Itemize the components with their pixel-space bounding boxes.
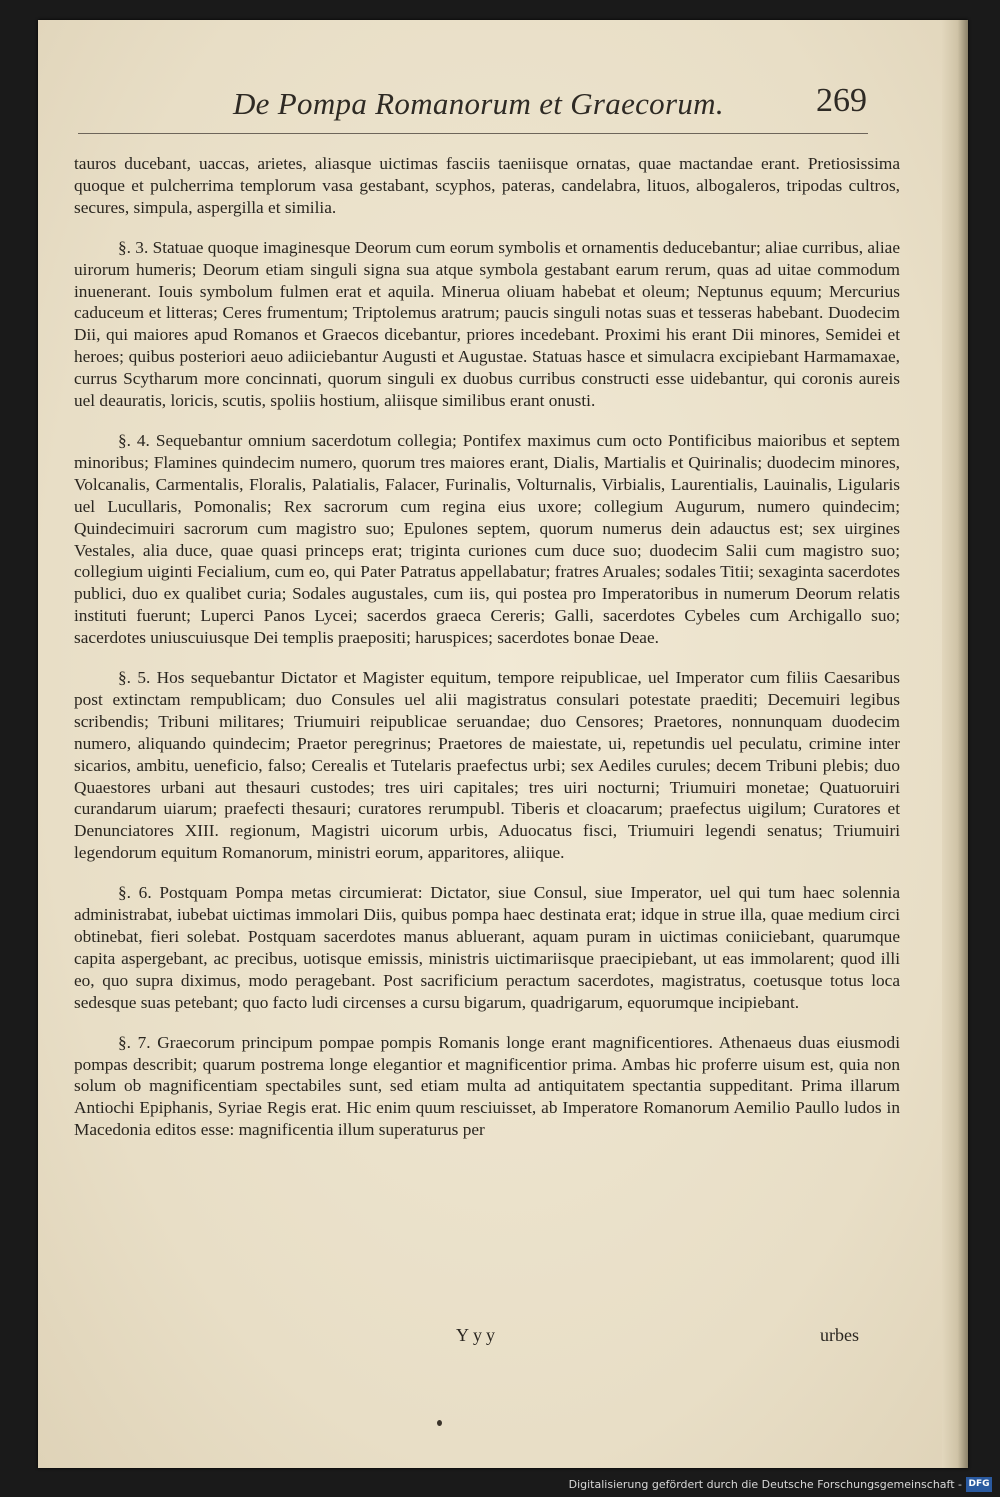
paragraph-section-5: §. 5. Hos sequebantur Dictator et Magister equitum, tempore reipublicae, uel Imperator cum filiis Caesaribus post extinctam rempublicam; duo Consules uel alii magistratus consulari potestate praediti; Decemuiri legibus scribendis; Tribuni militares; Triumuiri reipublicae seruandae; duo Censores; Praetores, nonnunquam duodecim numero, aliquando quindecim; Praetor peregrinus; Praetores de maiestate, ui, repetundis uel peculatu, crimine inter sicarios, ambitu, ueneficio, falso; Cerealis et Tutelaris praefectus urbi; sex Aediles curules; decem Tribuni plebis; duo Quaestores urbani aut thesauri custodes; tres uiri capitales; tres uiri nocturni; Triumuiri monetae; Quatuoruiri curandarum uiarum; praefecti thesauri; curatores rerumpubl. Tiberis et cloacarum; praefectus uigilum; Curatores et Denunciatores XIII. regionum, Magistri uicorum urbis, Aduocatus fisci, Triumuiri legendi senatus; Triumuiri legendorum equitum Romanorum, ministri eorum, apparitores, aliique. [74, 668, 900, 863]
catchword: urbes [820, 1325, 859, 1345]
paragraph-continuation: tauros ducebant, uaccas, arietes, aliasque uictimas fasciis taeniisque ornatas, quae mactandae erant. Pretiosissima quoque et pulcherrima templorum vasa gestabant, scyphos, pateras, candelabra, lituos, albogaleros, tripodas cultros, secures, simpula, aspergilla et similia. [74, 154, 900, 217]
ink-spot [437, 1420, 442, 1426]
page-footer [38, 1325, 968, 1355]
page-spine-edge [942, 20, 968, 1468]
body-text [74, 153, 900, 1141]
page-header [38, 82, 968, 132]
funding-banner [0, 1474, 1000, 1497]
running-title: De Pompa Romanorum et Graecorum. [233, 86, 724, 121]
dfg-logo-icon: DFG [966, 1477, 992, 1492]
paragraph-section-7: §. 7. Graecorum principum pompae pompis Romanis longe erant magnificentiores. Athenaeus duas eiusmodi pompas describit; quarum postrema longe elegantior et magnificentior prima. Ambas hic proferre uisum est, quia non solum ob magnificentiam spectabiles sunt, sed etiam multa ad antiquitatem spectantia suppeditant. Prima illarum Antiochi Epiphanis, Syriae Regis erat. Hic enim quum resciuisset, ab Imperatore Romanorum Aemilio Paullo ludos in Macedonia editos esse: magnificentia illum superaturus per [74, 1032, 900, 1140]
funding-banner-text: Digitalisierung gefördert durch die Deutsche Forschungsgemeinschaft - [568, 1478, 962, 1491]
signature-mark: Yyy [456, 1325, 499, 1345]
paragraph-section-3: §. 3. Statuae quoque imaginesque Deorum cum eorum symbolis et ornamentis deducebantur; aliae curribus, aliae uirorum humeris; Deorum etiam singuli signa sua atque symbola gestabant earum rerum, quas ad uitae commodum inuenerant. Iouis symbolum fulmen erat et aquila. Minerua oliuam habebat et oleum; Neptunus equum; Mercurius caduceum et litteras; Ceres frumentum; Triptolemus aratrum; paucis singuli notas suas et tesseras habebant. Duodecim Dii, qui maiores apud Romanos et Graecos dicebantur, priores incedebant. Proximi his erant Dii minores, Semidei et heroes; quibus posteriori aeuo adiiciebantur Augusti et Augustae. Statuas hasce et simulacra excipiebant Harmamaxae, currus Scytharum more concinnati, quorum singuli ex duobus curribus constructi esse uidebantur, qui coronis aureis uel deauratis, loricis, scutis, spoliis hostium, aliisque similibus erant onusti. [74, 237, 900, 411]
paragraph-section-6: §. 6. Postquam Pompa metas circumierat: Dictator, siue Consul, siue Imperator, uel qui tum haec solennia administrabat, iubebat uictimas immolari Diis, quibus pompa haec destinata erat; idque in strue illa, quae medium circi obtinebat, fieri solebat. Postquam sacerdotes manus abluerant, aquam puram in uictimas coniiciebant, quarumque capita aspergebant, ac precibus, uotisque emissis, ministris uictimariisque praecipiebant, ut eas immolarent; quod illi eo, quo supra diximus, modo peragebant. Post sacrificium peractum sacerdotes, magistratus, coetusque totus loca sedesque suas petebant; quo facto ludi circenses a cursu bigarum, quadrigarum, equorumque incipiebant. [74, 883, 900, 1012]
book-page [38, 20, 968, 1468]
page-number: 269 [816, 82, 867, 119]
paragraph-section-4: §. 4. Sequebantur omnium sacerdotum collegia; Pontifex maximus cum octo Pontificibus maioribus et septem minoribus; Flamines quindecim numero, quorum tres maiores erant, Dialis, Martialis et Quirinalis; duodecim minores, Volcanalis, Carmentalis, Floralis, Palatialis, Falacer, Furinalis, Volturnalis, Virbialis, Laurentialis, Lauinalis, Ligularis uel Lucullaris, Pomonalis; Rex sacrorum cum regina eius uxore; collegium Augurum, numero quindecim; Quindecimuiri sacrorum cum magistro suo; Epulones septem, quorum numerus dein adauctus est; sex uirgines Vestales, alia duce, quae quasi princeps erat; triginta curiones cum duce suo; duodecim Salii cum magistro suo; collegium uiginti Fecialium, cum eo, qui Pater Patratus appellabatur; fratres Aruales; sodales Titii; sexaginta sacerdotes publici, duo ex qualibet curia; Sodales augustales, cum iis, qui postea pro Imperatoribus in numerum Deorum relatis instituti fuerunt; Luperci Panos Lycei; sacerdos graeca Cereris; Galli, sacerdotes Cybeles cum Archigallo suo; sacerdotes uniuscuiusque Dei templis praepositi; haruspices; sacerdotes bonae Deae. [74, 430, 900, 648]
header-rule [78, 133, 868, 134]
